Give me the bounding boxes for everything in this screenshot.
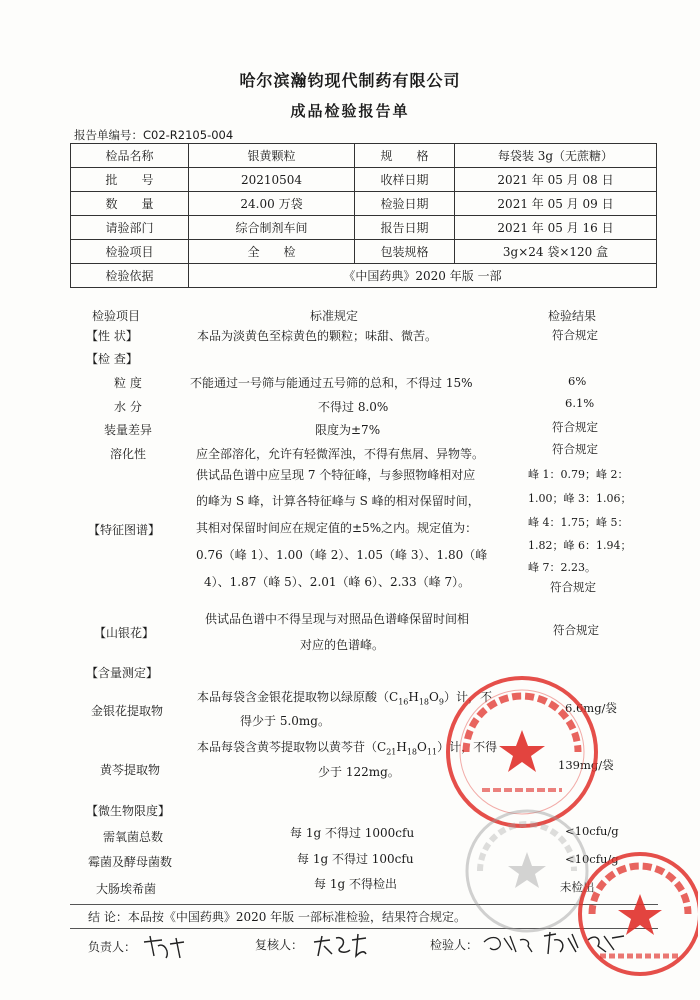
formula-element: O (429, 690, 439, 704)
signature-fuze (140, 932, 190, 962)
jinyinhua-label: 金银花提取物 (91, 704, 164, 718)
jinyinhua-result: 6.6mg/袋 (565, 701, 617, 715)
formula-subscript: 16 (398, 697, 409, 707)
zhuangliang-label: 装量差异 (104, 423, 153, 437)
col-standard-header: 标准规定 (310, 309, 359, 323)
signature-fuhe (310, 930, 370, 960)
info-value: 3g×24 袋×120 盒 (455, 240, 657, 264)
info-table (70, 143, 657, 288)
info-value: 20210504 (189, 168, 355, 192)
tezheng-standard-line: 的峰为 S 峰，计算各特征峰与 S 峰的相对保留时间， (196, 494, 480, 508)
huangqin-standard-text: 本品每袋含黄芩提取物以黄芩苷（C (197, 740, 387, 754)
info-label: 收样日期 (355, 168, 455, 192)
info-label: 包装规格 (355, 240, 455, 264)
section-hanliang: 【含量测定】 (86, 666, 159, 680)
shanyinhua-result: 符合规定 (553, 623, 599, 637)
lidu-standard: 不能通过一号筛与能通过五号筛的总和，不得过 15% (190, 376, 473, 390)
info-row (71, 240, 657, 264)
jianyan-label: 检验人： (430, 938, 479, 952)
shuifen-result: 6.1% (565, 396, 595, 410)
section-xingzhuang: 【性 状】 (86, 329, 138, 343)
report-number: 报告单编号：C02-R2105-004 (74, 128, 234, 142)
info-row (71, 264, 657, 288)
jinyinhua-standard-text: 本品每袋含金银花提取物以绿原酸（C (197, 690, 399, 704)
shuifen-label: 水 分 (114, 400, 142, 414)
col-result-header: 检验结果 (548, 309, 597, 323)
info-row (71, 168, 657, 192)
document-title: 成品检验报告单 (290, 102, 410, 120)
meijun-standard: 每 1g 不得过 100cfu (297, 852, 414, 866)
info-row (71, 216, 657, 240)
formula-element: O (417, 740, 427, 754)
dachang-result: 未检出 (560, 880, 595, 894)
formula-element: H (396, 740, 407, 754)
info-label: 检验项目 (71, 240, 189, 264)
tezheng-result-line: 峰 7：2.23。 (528, 561, 596, 574)
huangqin-label: 黄芩提取物 (100, 763, 161, 777)
ronghua-standard: 应全部溶化，允许有轻微浑浊，不得有焦屑、异物等。 (196, 447, 485, 461)
tezheng-result-line: 1.82；峰 6：1.94； (528, 539, 632, 552)
tezheng-result-line: 符合规定 (550, 580, 596, 594)
info-label: 批 号 (71, 168, 189, 192)
shuifen-standard: 不得过 8.0% (318, 400, 389, 414)
tezheng-standard-line: 供试品色谱中应呈现 7 个特征峰，与参照物峰相对应 (196, 468, 476, 482)
zhuangliang-result: 符合规定 (552, 420, 598, 434)
ronghua-result: 符合规定 (552, 442, 598, 456)
formula-subscript: 18 (406, 747, 418, 757)
shanyinhua-standard-line: 供试品色谱中不得呈现与对照品色谱峰保留时间相 (205, 612, 470, 626)
company-name: 哈尔滨瀚钧现代制药有限公司 (239, 71, 461, 90)
meijun-label: 霉菌及酵母菌数 (88, 855, 173, 869)
tezheng-result-line: 1.00；峰 3：1.06； (528, 492, 632, 505)
info-value: 2021 年 05 月 09 日 (455, 192, 657, 216)
section-tezheng: 【特征图谱】 (88, 523, 161, 537)
formula-subscript: 18 (418, 697, 430, 707)
info-label: 规 格 (355, 144, 455, 168)
jinyinhua-standard-text: ）计，不 (443, 690, 492, 704)
info-value: 综合制剂车间 (189, 216, 355, 240)
info-value: 银黄颗粒 (189, 144, 355, 168)
huangqin-standard-line2: 少于 122mg。 (318, 765, 400, 779)
conclusion: 结 论：本品按《中国药典》2020 年版 一部标准检验，结果符合规定。 (88, 910, 466, 924)
info-label: 请验部门 (71, 216, 189, 240)
xingzhuang-result: 符合规定 (552, 328, 598, 342)
info-value: 全 检 (189, 240, 355, 264)
huangqin-standard-text: ）计，不得 (437, 740, 498, 754)
xuyang-standard: 每 1g 不得过 1000cfu (290, 826, 415, 840)
info-row (71, 144, 657, 168)
info-label: 检验日期 (355, 192, 455, 216)
section-shanyinhua: 【山银花】 (94, 626, 155, 640)
info-label: 数 量 (71, 192, 189, 216)
info-label: 检验依据 (71, 264, 189, 288)
xuyang-result: <10cfu/g (565, 824, 619, 838)
formula-subscript: 11 (426, 747, 438, 757)
info-row (71, 192, 657, 216)
info-value: 2021 年 05 月 16 日 (455, 216, 657, 240)
tezheng-result-line: 峰 1：0.79；峰 2： (528, 468, 629, 481)
ronghua-label: 溶化性 (110, 447, 147, 461)
jinyinhua-standard-line2: 得少于 5.0mg。 (240, 714, 330, 728)
tezheng-standard-line: 0.76（峰 1）、1.00（峰 2）、1.05（峰 3）、1.80（峰 (196, 548, 488, 562)
info-label: 报告日期 (355, 216, 455, 240)
inspection-seal-stamp (570, 844, 698, 984)
huangqin-result: 139mg/袋 (558, 758, 614, 772)
section-jiancha: 【检 查】 (86, 352, 138, 366)
dachang-label: 大肠埃希菌 (96, 882, 157, 896)
dachang-standard: 每 1g 不得检出 (314, 877, 397, 891)
tezheng-result-line: 峰 4：1.75；峰 5： (528, 516, 629, 529)
formula-subscript: 9 (438, 697, 444, 707)
info-value: 2021 年 05 月 08 日 (455, 168, 657, 192)
lidu-result: 6% (568, 374, 587, 388)
formula-element: H (408, 690, 419, 704)
fuhe-label: 复核人： (255, 938, 304, 952)
info-value: 24.00 万袋 (189, 192, 355, 216)
shanyinhua-standard-line: 对应的色谱峰。 (300, 638, 385, 652)
info-value: 每袋装 3g（无蔗糖） (455, 144, 657, 168)
meijun-result: <10cfu/g (565, 852, 619, 866)
xuyang-label: 需氧菌总数 (103, 830, 164, 844)
xingzhuang-standard: 本品为淡黄色至棕黄色的颗粒；味甜、微苦。 (197, 329, 438, 343)
formula-subscript: 21 (386, 747, 397, 757)
tezheng-standard-line: 其相对保留时间应在规定值的±5%之内。规定值为： (196, 521, 478, 535)
col-item-header: 检验项目 (92, 309, 141, 323)
lidu-label: 粒 度 (114, 376, 142, 390)
section-weishengwu: 【微生物限度】 (86, 804, 171, 818)
fuze-label: 负责人： (88, 940, 137, 954)
zhuangliang-standard: 限度为±7% (315, 423, 381, 437)
info-value: 《中国药典》2020 年版 一部 (189, 264, 657, 288)
tezheng-standard-line: 4）、1.87（峰 5）、2.01（峰 6）、2.33（峰 7）。 (204, 575, 471, 589)
info-label: 检品名称 (71, 144, 189, 168)
